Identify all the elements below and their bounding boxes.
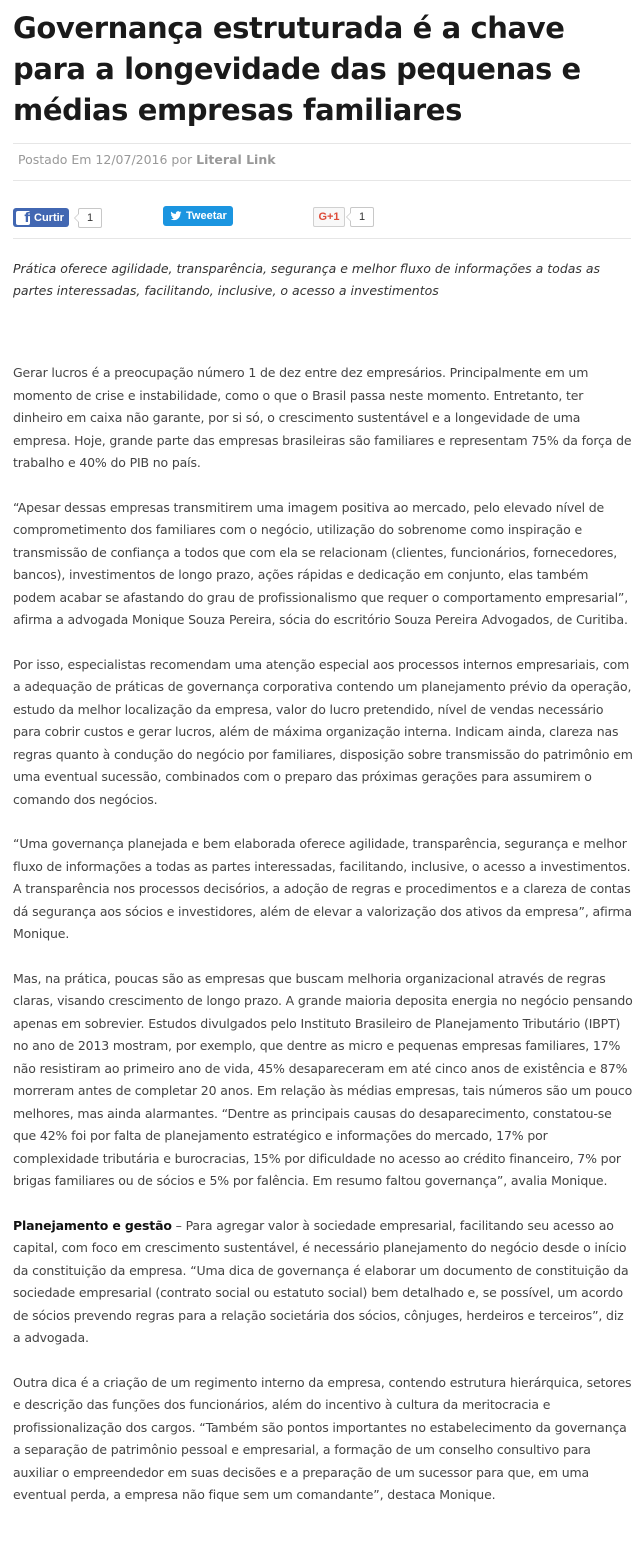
divider [13, 180, 631, 181]
tweet-button[interactable] [163, 206, 233, 226]
facebook-icon: f [16, 211, 30, 225]
paragraph: Outra dica é a criação de um regimento interno da empresa, contendo estrutura hierárquica, setores e descrição das funções dos funcionários, além do incentivo à cultura da meritocracia e profissionalização dos cargos. “Também são pontos importantes no estabelecimento da governança a separação de patrimônio pessoal e empresarial, a formação de um conselho consultivo para auxiliar o empreendedor em suas decisões e a preparação de um sucessor para que, em uma eventual perda, a empresa não fique sem um comandante”, destaca Monique. [13, 1374, 632, 1502]
divider [13, 143, 631, 144]
tweet-label: Tweetar [186, 210, 227, 222]
divider [13, 238, 631, 239]
facebook-like-label: Curtir [34, 211, 64, 224]
paragraph: “Apesar dessas empresas transmitirem uma imagem positiva ao mercado, pelo elevado nível de comprometimento dos familiares com o negócio, utilização do sobrenome como inspiração e transmissão de confiança a todos que com ela se relacionam (clientes, funcionários, fornecedores, bancos), investimentos de longo prazo, ações rápidas e dedicação em conjunto, elas também podem acabar se afastando do grau de profissionalismo que requer o comportamento empresarial”, afirma a advogada Monique Souza Pereira, sócia do escritório Souza Pereira Advogados, de Curitiba. [13, 499, 629, 627]
posted-date: Postado Em 12/07/2016 por [18, 152, 193, 167]
google-plus-one-count: 1 [350, 207, 374, 227]
paragraph: Mas, na prática, poucas são as empresas que buscam melhoria organizacional através de regras claras, visando crescimento de longo prazo. A grande maioria deposita energia no negócio pensando apenas em sobrevier. Estudos divulgados pelo Instituto Brasileiro de Planejamento Tributário (IBPT) no ano de 2013 mostram, por exemplo, que dentre as micro e pequenas empresas familiares, 17% não resistiram ao primeiro ano de vida, 45% desapareceram em até cinco anos de existência e 87% morreram antes de completar 20 anos. Em relação às médias empresas, tais números são um pouco melhores, mas ainda alarmantes. “Dentre as principais causas do desaparecimento, constatou-se que 42% foi por falta de planejamento estratégico e informações do mercado, 17% por complexidade tributária e burocracias, 15% por dificuldade no acesso ao crédito financeiro, 7% por brigas familiares ou de sócios e 5% por falência. Em resumo faltou governança”, avalia Monique. [13, 970, 633, 1188]
article-lead: Prática oferece agilidade, transparência, segurança e melhor fluxo de informações a todas as partes interessadas, facilitando, inclusive, o acesso a investimentos [13, 261, 601, 298]
paragraph: Por isso, especialistas recomendam uma atenção especial aos processos internos empresariais, com a adequação de práticas de governança corporativa contendo um planejamento prévio da operação, estudo da melhor localização da empresa, valor do lucro pretendido, nível de vendas necessário para cobrir custos e gerar lucros, além de máxima organização interna. Indicam ainda, clareza nas regras quanto à condução do negócio por familiares, disposição sobre transmissão do patrimônio em uma eventual sucessão, combinados com o preparo das próximas gerações para assumirem o comando dos negócios. [13, 656, 633, 807]
paragraph: “Uma governança planejada e bem elaborada oferece agilidade, transparência, segurança e melhor fluxo de informações a todas as partes interessadas, facilitando, inclusive, o acesso a investimentos. A transparência nos processos decisórios, a adoção de regras e procedimentos e a clareza de contas dá segurança aos sócios e investidores, além de elevar a valorização dos ativos da empresa”, afirma Monique. [13, 836, 632, 941]
google-plus-one-button[interactable]: G+1 [313, 207, 345, 227]
facebook-like-count: 1 [78, 208, 102, 228]
facebook-like-button[interactable] [13, 208, 69, 227]
section-text: Para agregar valor à sociedade empresarial, facilitando seu acesso ao capital, com foco em crescimento sustentável, é necessário planejamento do negócio desde o início da constituição da empresa. “Uma dica de governança é elaborar um documento de constituição da sociedade empresarial (contrato social ou estatuto social) bem detalhado e, se possível, um acordo de sócios prevendo regras para a relação societária dos sócios, cônjuges, herdeiros e terceiros”, diz a advogada. [13, 1217, 629, 1345]
author-link[interactable]: Literal Link [196, 152, 276, 167]
post-meta [18, 152, 276, 167]
section-heading: Planejamento e gestão [13, 1217, 172, 1233]
twitter-bird-icon [170, 210, 182, 222]
section-separator: – [171, 1217, 186, 1233]
article-body [13, 362, 633, 1529]
paragraph: Gerar lucros é a preocupação número 1 de dez entre dez empresários. Principalmente em um momento de crise e instabilidade, como o que o Brasil passa neste momento. Entretanto, ter dinheiro em caixa não garante, por si só, o crescimento sustentável e a longevidade de uma empresa. Hoje, grande parte das empresas brasileiras são familiares e representam 75% da força de trabalho e 40% do PIB no país. [13, 365, 632, 470]
article-title: Governança estruturada é a chave para a longevidade das pequenas e médias empresas familiares [13, 11, 581, 127]
section-paragraph [13, 1215, 633, 1350]
